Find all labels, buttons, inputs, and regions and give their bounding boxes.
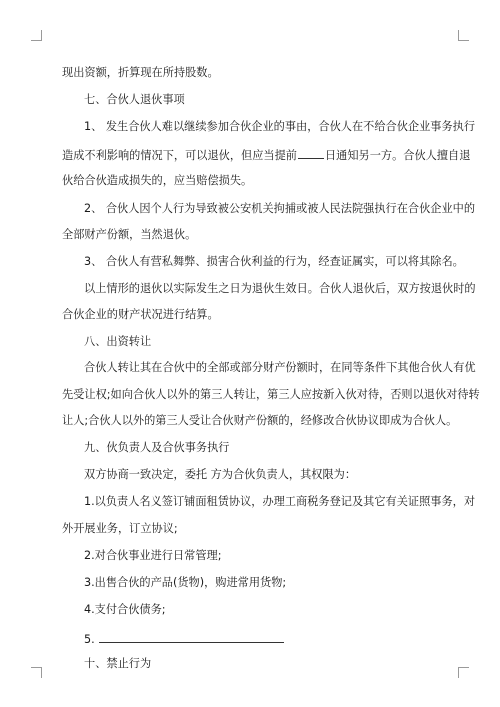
list-number: 5. <box>84 633 95 646</box>
text-line: 伙给合伙造成损失的，应当赔偿损失。 <box>62 174 253 187</box>
text-line <box>62 147 470 163</box>
crop-mark-top-right-h <box>458 40 469 41</box>
notice-days-blank[interactable] <box>298 147 324 159</box>
text-line: 外开展业务，订立协议; <box>62 522 178 535</box>
item5-blank[interactable] <box>99 630 284 643</box>
list-item: 4.支付合伙债务; <box>84 603 166 616</box>
section-heading-prohibited: 十、禁止行为 <box>84 657 152 670</box>
list-item: 1.以负责人名义签订铺面租赁协议，办理工商税务登记及其它有关证照事务，对 <box>84 495 476 508</box>
list-item: 3.出售合伙的产品(货物)，购进常用货物; <box>84 576 287 589</box>
text-line: 合伙企业的财产状况进行结算。 <box>62 308 219 321</box>
section-heading-transfer: 八、出资转让 <box>84 335 152 348</box>
text-line: 以上情形的退伙以实际发生之日为退伙生效日。合伙人退伙后，双方按退伙时的 <box>84 282 476 295</box>
text-line: 先受让权;如向合伙人以外的第三人转让，第三人应按新入伙对待，否则以退伙对待转 <box>62 388 480 401</box>
text-line: 现出资额，折算现在所持股数。 <box>62 66 219 79</box>
text-line: 2、 合伙人因个人行为导致被公安机关拘捕或被人民法院强执行在合伙企业中的 <box>84 202 476 215</box>
crop-mark-bottom-left-v <box>41 667 42 678</box>
text-line: 合伙人转让其在合伙中的全部或部分财产份额时，在同等条件下其他合伙人有优 <box>84 361 476 374</box>
list-item <box>84 630 284 647</box>
list-item: 2.对合伙事业进行日常管理; <box>84 549 222 562</box>
text-line: 1、 发生合伙人难以继续参加合伙企业的事由，合伙人在不给合伙企业事务执行 <box>84 120 476 133</box>
section-heading-withdrawal: 七、合伙人退伙事项 <box>84 93 185 106</box>
text-line: 双方协商一致决定，委托 方为合伙负责人，其权限为： <box>84 468 357 481</box>
crop-mark-bottom-right-v <box>458 667 459 678</box>
text-fragment: 日通知另一方。合伙人擅自退 <box>324 149 471 162</box>
crop-mark-bottom-right-h <box>458 667 469 668</box>
text-line: 全部财产份额，当然退伙。 <box>62 228 197 241</box>
crop-mark-top-left-v <box>41 30 42 41</box>
crop-mark-top-right-v <box>458 30 459 41</box>
text-line: 让人;合伙人以外的第三人受让合伙财产份额的，经修改合伙协议即成为合伙人。 <box>62 414 458 427</box>
section-heading-responsible-person: 九、伙负责人及合伙事务执行 <box>84 441 230 454</box>
text-line: 3、 合伙人有营私舞弊、损害合伙利益的行为，经查证属实，可以将其除名。 <box>84 255 464 268</box>
text-fragment: 造成不利影响的情况下，可以退伙，但应当提前 <box>62 149 297 162</box>
